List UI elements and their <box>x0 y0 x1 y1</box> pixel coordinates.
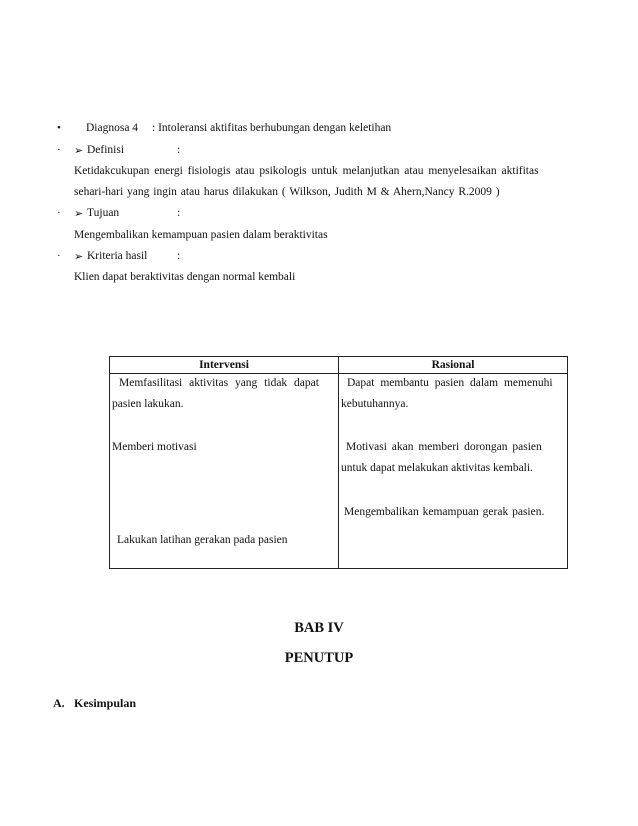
rasional-line-4: untuk dapat melakukan aktivitas kembali. <box>341 462 533 474</box>
bullet-kriteria: · <box>57 250 61 262</box>
tujuan-text: Mengembalikan kemampuan pasien dalam beraktivitas <box>74 229 328 241</box>
section-title: Kesimpulan <box>74 696 137 710</box>
kriteria-colon: : <box>177 250 181 262</box>
kriteria-label: Kriteria hasil <box>87 250 148 262</box>
rasional-line-1: Dapat membantu pasien dalam memenuhi <box>347 377 553 389</box>
diagnosa-label: Diagnosa 4 <box>86 122 139 134</box>
arrow-bullet-icon: ➢ <box>74 145 84 157</box>
header-rasional: Rasional <box>339 357 568 374</box>
intervensi-line-2: pasien lakukan. <box>112 398 184 410</box>
bullet-diagnosa: • <box>57 122 61 134</box>
intervensi-line-4: Lakukan latihan gerakan pada pasien <box>117 534 288 546</box>
tujuan-label: Tujuan <box>87 207 120 219</box>
rasional-line-3: Motivasi akan memberi dorongan pasien <box>346 441 542 453</box>
kriteria-text: Klien dapat beraktivitas dengan normal kembali <box>74 271 296 283</box>
tujuan-colon: : <box>177 207 181 219</box>
rasional-line-5: Mengembalikan kemampuan gerak pasien. <box>344 506 545 518</box>
definisi-line-1: Ketidakcukupan energi fisiologis atau psikologis untuk melanjutkan atau menyelesaikan aktifitas <box>74 165 539 177</box>
definisi-colon: : <box>177 144 181 156</box>
bullet-definisi: · <box>57 144 61 156</box>
bullet-tujuan: · <box>57 207 61 219</box>
intervensi-line-3: Memberi motivasi <box>112 441 197 453</box>
definisi-label: Definisi <box>87 144 125 156</box>
table-header-row <box>110 357 568 374</box>
intervensi-line-1: Memfasilitasi aktivitas yang tidak dapat <box>119 377 319 389</box>
chapter-title: PENUTUP <box>284 650 354 666</box>
intervensi-cell <box>110 374 339 569</box>
section-letter: A. <box>53 696 65 710</box>
intervensi-table <box>109 356 568 569</box>
header-intervensi: Intervensi <box>110 357 339 374</box>
definisi-line-2: sehari-hari yang ingin atau harus dilakukan ( Wilkson, Judith M & Ahern,Nancy R.2009 ) <box>74 186 500 198</box>
table-row <box>110 374 568 569</box>
rasional-line-2: kebutuhannya. <box>341 398 409 410</box>
rasional-cell <box>339 374 568 569</box>
chapter-number: BAB IV <box>294 620 344 636</box>
arrow-bullet-icon: ➢ <box>74 208 84 220</box>
diagnosa-value: : Intoleransi aktifitas berhubungan dengan keletihan <box>152 122 392 134</box>
arrow-bullet-icon: ➢ <box>74 251 84 263</box>
